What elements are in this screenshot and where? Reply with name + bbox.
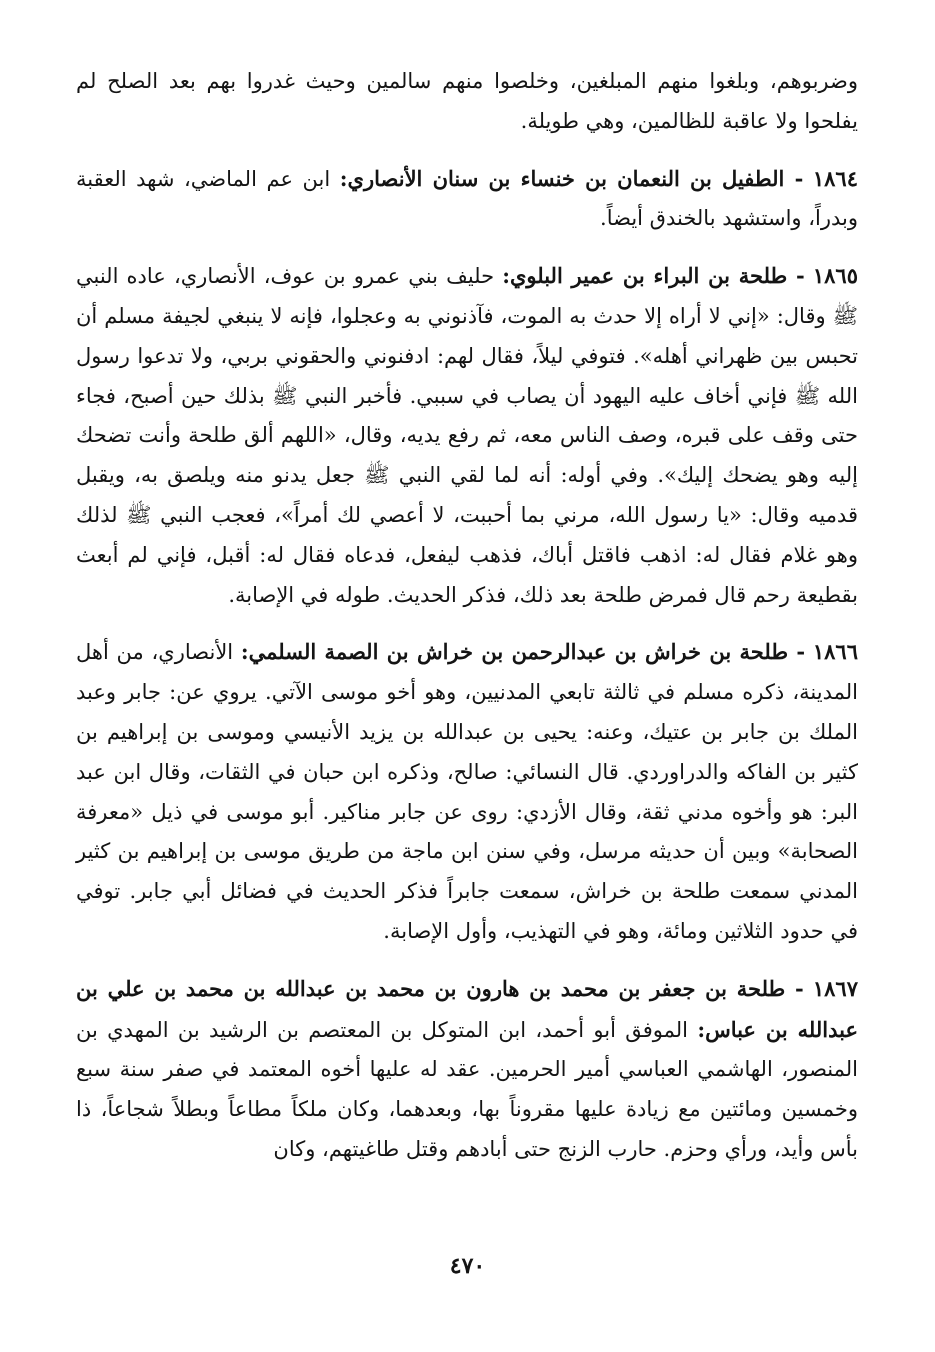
entry-number: ١٨٦٧ xyxy=(812,975,858,1001)
entry-name: طلحة بن خراش بن عبدالرحمن بن خراش بن الصمة السلمي: xyxy=(240,639,789,665)
entry-name: طلحة بن البراء بن عمير البلوي: xyxy=(502,263,788,289)
entry-1865 xyxy=(76,256,858,615)
entry-dash: - xyxy=(788,639,806,665)
page-number: ٤٧٠ xyxy=(449,1253,486,1279)
entry-name: الطفيل بن النعمان بن خنساء بن سنان الأنصاري: xyxy=(339,165,785,191)
page-body xyxy=(76,62,858,1187)
entry-1866 xyxy=(76,632,858,951)
entry-dash: - xyxy=(787,263,805,289)
entry-number: ١٨٦٤ xyxy=(812,165,858,191)
entry-text: ابن عم الماضي، شهد العقبة وبدراً، واستشهد بالخندق أيضاً. xyxy=(76,166,858,231)
entry-name: طلحة بن جعفر بن محمد بن هارون بن محمد بن عبدالله بن محمد بن علي بن عبدالله بن عباس: xyxy=(76,975,858,1042)
entry-dash: - xyxy=(785,975,804,1001)
entry-dash: - xyxy=(784,165,804,191)
entry-text: الأنصاري، من أهل المدينة، ذكره مسلم في ثالثة تابعي المدنيين، وهو أخو موسى الآتي. يروي عن: جابر وعبد الملك بن جابر بن عتيك، وعنه: يحيى بن عبدالله بن يزيد الأنيسي وموسى بن إبراهيم بن كثير بن الفاكه والدراوردي. قال النسائي: صالح، وذكره ابن حبان في الثقات، وقال ابن عبد البر: هو وأخوه مدني ثقة، وقال الأزدي: روى عن جابر مناكير. أبو موسى في ذيل «معرفة الصحابة» وبين أن حديثه مرسل، وفي سنن ابن ماجة من طريق موسى بن إبراهيم بن كثير المدني سمعت طلحة بن خراش، سمعت جابراً فذكر الحديث في فضائل أبي جابر. توفي في حدود الثلاثين ومائة، وهو في التهذيب، وأول الإصابة. xyxy=(76,640,858,943)
entry-text: حليف بني عمرو بن عوف، الأنصاري، عاده النبي ﷺ وقال: «إني لا أراه إلا حدث به الموت، فآذنوني به وعجلوا، فإنه لا ينبغي لجيفة مسلم أن تحبس بين ظهراني أهله». فتوفي ليلاً، فقال لهم: ادفنوني والحقوني بربي، ولا تدعوا رسول الله ﷺ فإني أخاف عليه اليهود أن يصاب في سببي. فأخبر النبي ﷺ بذلك حين أصبح، فجاء حتى وقف على قبره، وصف الناس معه، ثم رفع يديه، وقال، «اللهم ألق طلحة وأنت تضحك إليه وهو يضحك إليك». وفي أوله: أنه لما لقي النبي ﷺ جعل يدنو منه ويلصق به، ويقبل قدميه وقال: «يا رسول الله، مرني بما أحببت، لا أعصي لك أمراً»، فعجب النبي ﷺ لذلك وهو غلام فقال له: اذهب فاقتل أباك، فذهب ليفعل، فدعاه فقال له: أقبل، فإني لم أبعث بقطيعة رحم قال فمرض طلحة بعد ذلك، فذكر الحديث. طوله في الإصابة. xyxy=(76,264,858,607)
paragraph-text: وضربوهم، وبلغوا منهم المبلغين، وخلصوا منهم سالمين وحيث غدروا بهم بعد الصلح لم يفلحوا ولا عاقبة للظالمين، وهي طويلة. xyxy=(76,69,858,133)
entry-1867 xyxy=(76,969,858,1170)
paragraph-continuation xyxy=(76,62,858,142)
entry-1864 xyxy=(76,159,858,240)
entry-number: ١٨٦٥ xyxy=(812,263,858,289)
entry-number: ١٨٦٦ xyxy=(812,639,858,665)
entry-text: الموفق أبو أحمد، ابن المتوكل بن المعتصم بن الرشيد بن المهدي بن المنصور، الهاشمي العباسي أمير الحرمين. عقد له عليها أخوه المعتمد في صفر سنة سبع وخمسين ومائتين مع زيادة عليها مقروناً بها، وبعدهما، وكان ملكاً مطاعاً وبطلاً شجاعاً، ذا بأس وأيد، ورأي وحزم. حارب الزنج حتى أبادهم وقتل طاغيتهم، وكان xyxy=(76,1017,858,1161)
